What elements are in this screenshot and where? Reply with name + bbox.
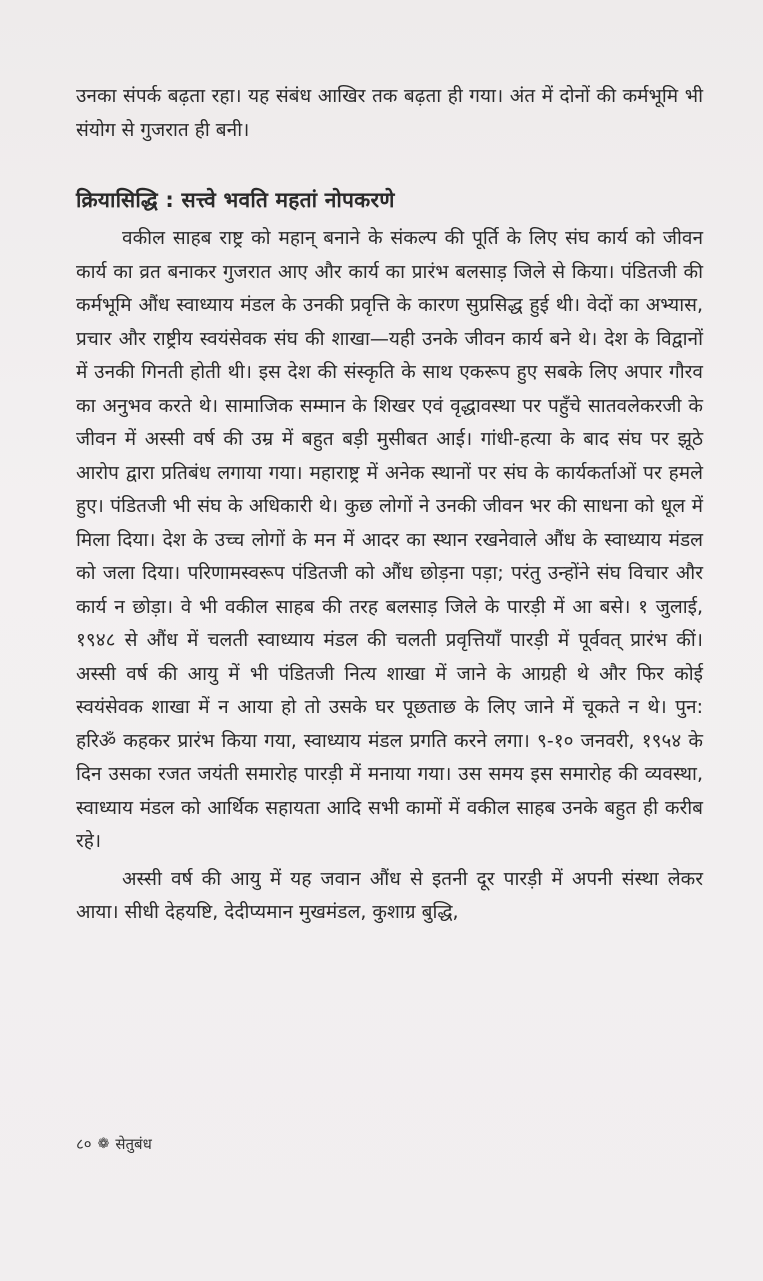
intro-paragraph: उनका संपर्क बढ़ता रहा। यह संबंध आखिर तक बढ़ता ही गया। अंत में दोनों की कर्मभूमि भी संयोग से गुजरात ही बनी। <box>76 85 703 141</box>
body-paragraph-1: वकील साहब राष्ट्र को महान् बनाने के संकल्प की पूर्ति के लिए संघ कार्य को जीवन कार्य का व्रत बनाकर गुजरात आए और कार्य का प्रारंभ बलसाड़ जिले से किया। पंडितजी की कर्मभूमि औंध स्वाध्याय मंडल के उनकी प्रवृत्ति के कारण सुप्रसिद्ध हुई थी। वेदों का अभ्यास, प्रचार और राष्ट्रीय स्वयंसेवक संघ की शाखा—यही उनके जीवन कार्य बने थे। देश के विद्वानों में उनकी गिनती होती थी। इस देश की संस्कृति के साथ एकरूप हुए सबके लिए अपार गौरव का अनुभव करते थे। सामाजिक सम्मान के शिखर एवं वृद्धावस्था पर पहुँचे सातवलेकरजी के जीवन में अस्सी वर्ष की उम्र में बहुत बड़ी मुसीबत आई। गांधी-हत्या के बाद संघ पर झूठे आरोप द्वारा प्रतिबंध लगाया गया। महाराष्ट्र में अनेक स्थानों पर संघ के कार्यकर्ताओं पर हमले हुए। पंडितजी भी संघ के अधिकारी थे। कुछ लोगों ने उनकी जीवन भर की साधना को धूल में मिला दिया। देश के उच्च लोगों के मन में आदर का स्थान रखनेवाले औंध के स्वाध्याय मंडल को जला दिया। परिणामस्वरूप पंडितजी को औंध छोड़ना पड़ा; परंतु उन्होंने संघ विचार और कार्य न छोड़ा। वे भी वकील साहब की तरह बलसाड़ जिले के पारड़ी में आ बसे। १ जुलाई, १९४८ से औंध में चलती स्वाध्याय मंडल की चलती प्रवृत्तियाँ पारड़ी में पूर्ववत् प्रारंभ कीं। अस्सी वर्ष की आयु में भी पंडितजी नित्य शाखा में जाने के आग्रही थे और फिर कोई स्वयंसेवक शाखा में न आया हो तो उसके घर पूछताछ के लिए जाने में चूकते न थे। पुन: हरिॐ कहकर प्रारंभ किया गया, स्वाध्याय मंडल प्रगति करने लगा। ९-१० जनवरी, १९५४ के दिन उसका रजत जयंती समारोह पारड़ी में मनाया गया। उस समय इस समारोह की व्यवस्था, स्वाध्याय मंडल को आर्थिक सहायता आदि सभी कामों में वकील साहब उनके बहुत ही करीब रहे। <box>76 227 703 852</box>
book-title: सेतुबंध <box>115 1135 152 1153</box>
body-paragraph-2: अस्सी वर्ष की आयु में यह जवान औंध से इतनी दूर पारड़ी में अपनी संस्था लेकर आया। सीधी देहयष्टि, देदीप्यमान मुखमंडल, कुशाग्र बुद्धि, <box>76 867 703 923</box>
page-number: ८० <box>76 1135 92 1153</box>
page-footer <box>76 1134 152 1154</box>
section-heading: क्रियासिद्धि : सत्त्वे भवति महतां नोपकरणे <box>76 188 395 212</box>
flower-ornament-icon: ❁ <box>97 1136 110 1152</box>
